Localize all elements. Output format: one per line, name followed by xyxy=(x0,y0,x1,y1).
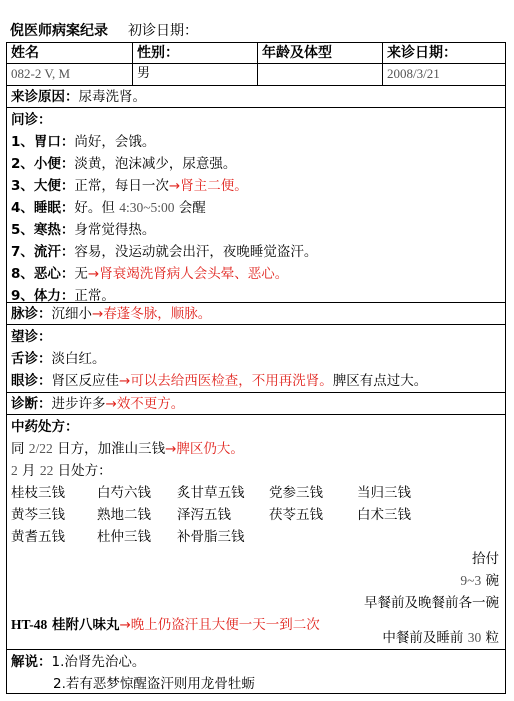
line2-day: 22 xyxy=(39,463,54,478)
appetite-label: 1、胃口： xyxy=(11,134,75,150)
reason-text: 尿毒洗肾。 xyxy=(78,89,146,105)
bowls-number: 9~3 xyxy=(460,573,482,588)
gender-header: 性别： xyxy=(132,43,257,63)
urine-label: 2、小便： xyxy=(11,156,75,172)
herb-item: 党参三钱 xyxy=(269,485,323,501)
herb-item: 黄芩三钱 xyxy=(11,507,65,523)
herb-item: 补骨脂三钱 xyxy=(177,529,245,545)
stool-label: 3、大便： xyxy=(11,178,75,194)
pill-count: 30 xyxy=(467,630,482,645)
pill-code: HT-48 xyxy=(11,617,48,632)
decoction-timing: 早餐前及晚餐前各一碗 xyxy=(364,595,499,611)
reason-row xyxy=(7,85,505,107)
diagnosis-line xyxy=(11,394,184,414)
eye-line xyxy=(11,371,427,391)
age-body-header: 年龄及体型 xyxy=(257,43,382,63)
line1-note: 脾区仍大。 xyxy=(176,441,244,457)
pill-timing-text: 中餐前及睡前 xyxy=(382,630,468,646)
arrow-icon: → xyxy=(105,396,117,412)
sleep-text-2: 会醒 xyxy=(174,200,206,216)
patient-visit-date: 2008/3/21 xyxy=(382,64,507,85)
energy-text: 正常。 xyxy=(74,288,115,304)
prescription-section xyxy=(7,414,505,649)
tongue-label: 舌诊： xyxy=(11,351,52,367)
nausea-note: 肾衰竭洗肾病人会头晕、恶心。 xyxy=(99,266,289,282)
herb-item: 杜仲三钱 xyxy=(97,529,151,545)
doctor-record-title: 倪医师病案纪录 xyxy=(10,23,108,39)
patient-info-row xyxy=(7,63,505,85)
pill-note: 晚上仍盗汗且大便一天一到二次 xyxy=(130,617,320,633)
herb-item: 桂枝三钱 xyxy=(11,485,65,501)
explanation-section xyxy=(7,649,505,695)
record-title xyxy=(10,20,198,42)
sweat-label: 7、流汗： xyxy=(11,244,75,260)
herb-item: 白芍六钱 xyxy=(97,485,151,501)
bowls-line xyxy=(460,571,499,591)
explanation-label: 解说： xyxy=(11,654,52,670)
herb-item: 泽泻五钱 xyxy=(177,507,231,523)
doses: 拾付 xyxy=(472,551,499,567)
prescription-title: 中药处方： xyxy=(11,419,79,435)
eye-note: 可以去给西医检查，不用再洗肾。 xyxy=(130,373,333,389)
tongue-text: 淡白红。 xyxy=(51,351,106,367)
inspection-title: 望诊： xyxy=(11,329,52,345)
stool-text: 正常，每日一次 xyxy=(74,178,169,194)
pill-timing xyxy=(382,628,499,648)
sleep-text: 好。但 xyxy=(74,200,120,216)
pill-name: 桂附八味丸 xyxy=(47,617,120,633)
line2-month-unit: 月 xyxy=(17,463,40,479)
name-header: 姓名 xyxy=(11,45,39,61)
tongue-line xyxy=(11,349,106,369)
record-table xyxy=(6,42,506,694)
herb-item: 黄耆五钱 xyxy=(11,529,65,545)
eye-label: 眼诊： xyxy=(11,373,52,389)
inquiry-item xyxy=(11,220,155,240)
arrow-icon: → xyxy=(92,306,104,322)
arrow-icon: → xyxy=(165,441,177,457)
line2-day-unit: 日处方： xyxy=(53,463,112,479)
inquiry-item xyxy=(11,264,288,284)
pulse-line xyxy=(11,304,211,324)
herb-item: 熟地二钱 xyxy=(97,507,151,523)
first-visit-date-label: 初诊日期： xyxy=(128,23,198,39)
eye-text: 肾区反应佳 xyxy=(51,373,119,389)
prescription-line-2 xyxy=(11,461,112,481)
inquiry-item xyxy=(11,176,248,196)
explanation-item-1: 1.治肾先治心。 xyxy=(51,654,146,670)
pulse-text: 沉细小 xyxy=(51,306,92,322)
line1-date: 2/22 xyxy=(28,441,53,456)
pulse-row xyxy=(7,302,505,324)
stool-note: 肾主二便。 xyxy=(180,178,248,194)
herb-item: 炙甘草五钱 xyxy=(177,485,245,501)
bowls-unit: 碗 xyxy=(481,573,499,589)
temperature-text: 身常觉得热。 xyxy=(74,222,156,238)
explanation-item-2: 2.若有恶梦惊醒盗汗则用龙骨牡蛎 xyxy=(53,676,255,692)
diagnosis-note: 效不更方。 xyxy=(116,396,185,412)
inquiry-section xyxy=(7,107,505,302)
herb-item: 白术三钱 xyxy=(357,507,411,523)
explanation-line-1 xyxy=(11,652,145,672)
arrow-icon: → xyxy=(87,266,100,282)
inquiry-item xyxy=(11,198,206,218)
inquiry-item xyxy=(11,242,317,262)
reason-line xyxy=(11,87,146,107)
energy-label: 9、体力： xyxy=(11,288,75,304)
nausea-label: 8、恶心： xyxy=(11,266,75,282)
eye-text-2: 脾区有点过大。 xyxy=(332,373,428,389)
inquiry-item xyxy=(11,132,155,152)
patient-age-body xyxy=(257,64,382,85)
arrow-icon: → xyxy=(119,373,131,389)
prescription-line-1 xyxy=(11,439,244,459)
inquiry-item xyxy=(11,154,236,174)
line1-pre: 同 xyxy=(11,441,29,457)
pill-unit: 粒 xyxy=(481,630,499,646)
pulse-label: 脉诊： xyxy=(11,306,52,322)
sweat-text: 容易，没运动就会出汗，夜晚睡觉盗汗。 xyxy=(74,244,318,260)
appetite-text: 尚好，会饿。 xyxy=(74,134,156,150)
pill-timing-row xyxy=(7,627,505,649)
reason-label: 来诊原因： xyxy=(11,89,79,105)
inquiry-title: 问诊： xyxy=(11,112,52,128)
sleep-label: 4、睡眠： xyxy=(11,200,75,216)
urine-text: 淡黄，泡沫减少，尿意强。 xyxy=(74,156,237,172)
table-header-row xyxy=(7,43,505,63)
line2-month: 2 xyxy=(11,463,18,478)
diagnosis-row xyxy=(7,392,505,414)
visit-date-header: 来诊日期： xyxy=(382,43,507,63)
arrow-icon: → xyxy=(119,617,131,633)
diagnosis-text: 进步许多 xyxy=(51,396,106,412)
nausea-text: 无 xyxy=(74,266,88,282)
temperature-label: 5、寒热： xyxy=(11,222,75,238)
pulse-note: 春蓬冬脉，顺脉。 xyxy=(103,306,212,322)
herb-item: 当归三钱 xyxy=(357,485,411,501)
diagnosis-label: 诊断： xyxy=(11,396,52,412)
patient-gender: 男 xyxy=(132,64,257,85)
arrow-icon: → xyxy=(168,178,181,194)
inspection-section xyxy=(7,324,505,392)
sleep-time: 4:30~5:00 xyxy=(119,200,175,215)
line1-post: 日方，加淮山三钱 xyxy=(52,441,166,457)
patient-id: 082-2 V, M xyxy=(11,66,71,81)
herb-item: 茯苓五钱 xyxy=(269,507,323,523)
